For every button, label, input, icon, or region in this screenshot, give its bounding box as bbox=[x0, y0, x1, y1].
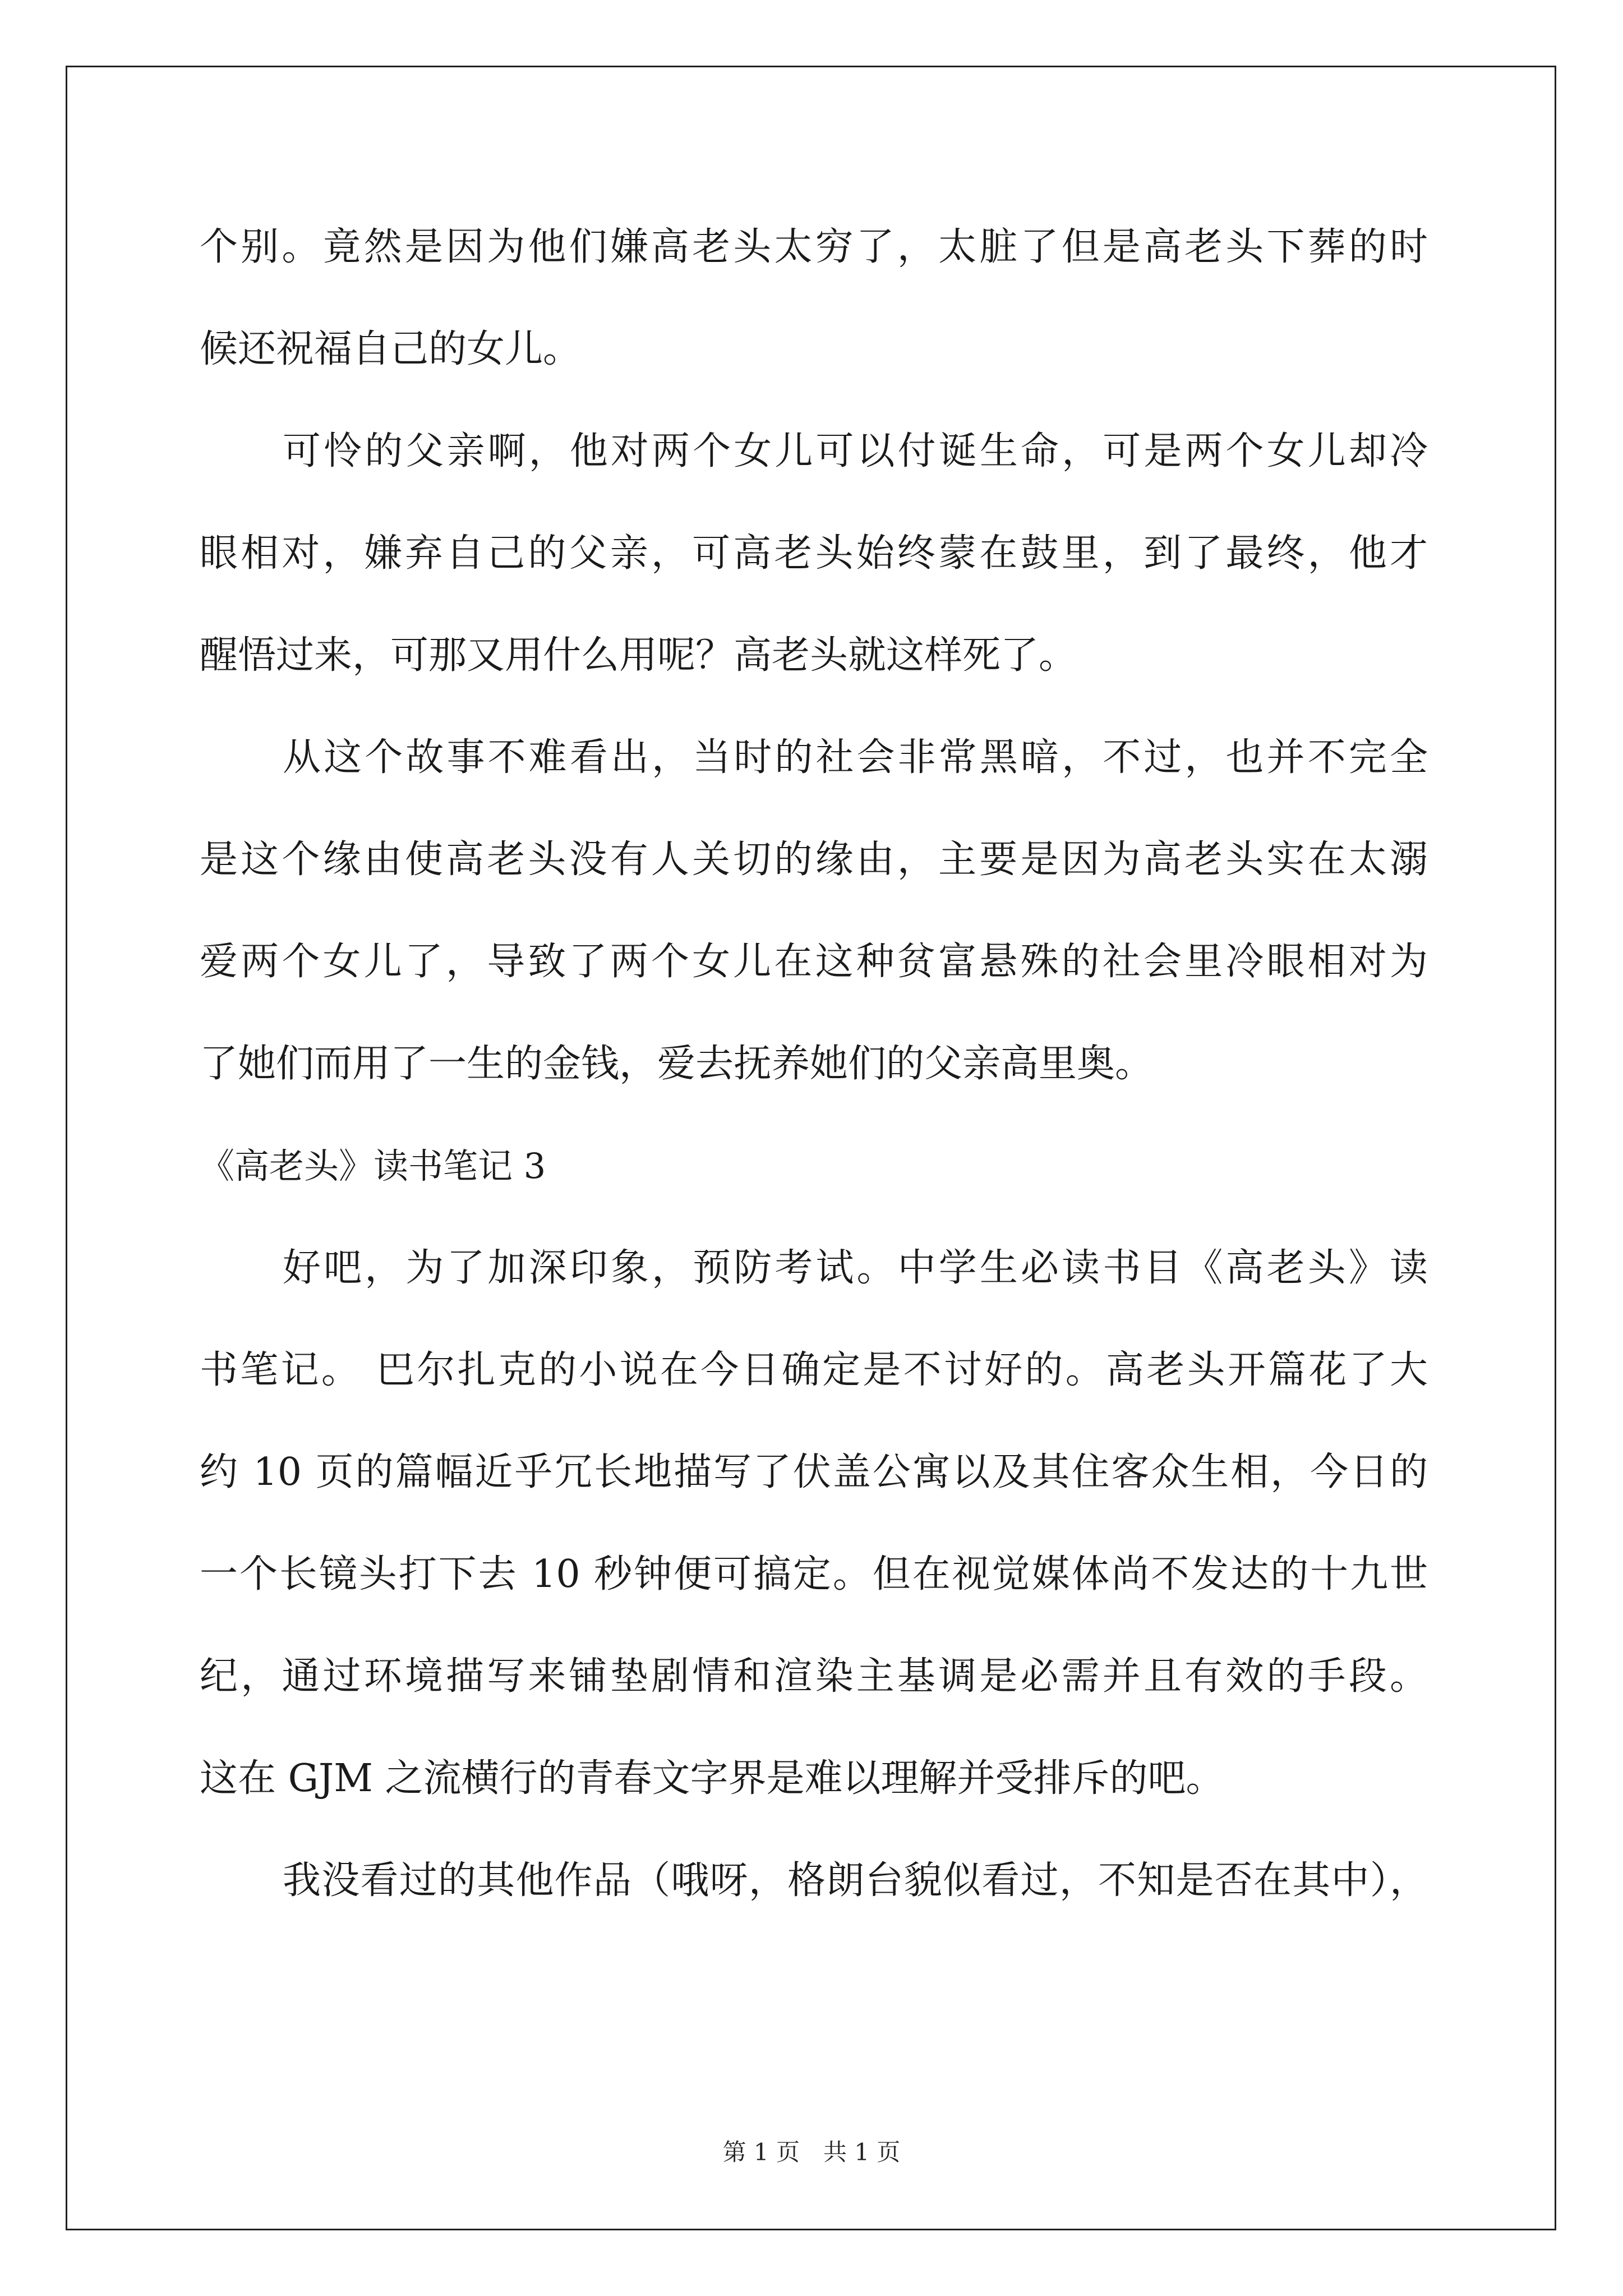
document-body bbox=[200, 196, 1428, 1932]
text-line: 可怜的父亲啊，他对两个女儿可以付诞生命，可是两个女儿却冷 bbox=[283, 429, 1428, 473]
text-line: 爱两个女儿了，导致了两个女儿在这种贫富悬殊的社会里冷眼相对为 bbox=[200, 940, 1428, 984]
page-footer: 第 1 页 共 1 页 bbox=[722, 2138, 901, 2166]
text-line: 眼相对，嫌弃自己的父亲，可高老头始终蒙在鼓里，到了最终，他才 bbox=[200, 531, 1428, 576]
text-line: 是这个缘由使高老头没有人关切的缘由，主要是因为高老头实在太溺 bbox=[200, 838, 1428, 882]
text-line: 我没看过的其他作品（哦呀，格朗台貌似看过，不知是否在其中）， bbox=[283, 1858, 1428, 1903]
text-line: 约 10 页的篇幅近乎冗长地描写了伏盖公寓以及其住客众生相，今日的 bbox=[200, 1450, 1428, 1494]
text-line: 纪，通过环境描写来铺垫剧情和渲染主基调是必需并且有效的手段。 bbox=[200, 1654, 1428, 1699]
text-line: 这在 GJM 之流横行的青春文字界是难以理解并受排斥的吧。 bbox=[200, 1756, 1224, 1801]
text-line: 候还祝福自己的女儿。 bbox=[200, 327, 582, 371]
text-line: 书笔记。 巴尔扎克的小说在今日确定是不讨好的。高老头开篇花了大 bbox=[200, 1348, 1428, 1392]
text-line: 了她们而用了一生的金钱，爱去抚养她们的父亲高里奥。 bbox=[200, 1042, 1154, 1086]
text-line: 一个长镜头打下去 10 秒钟便可搞定。但在视觉媒体尚不发达的十九世 bbox=[200, 1552, 1428, 1596]
section-heading: 《高老头》读书笔记 3 bbox=[200, 1145, 546, 1186]
text-line: 好吧，为了加深印象，预防考试。中学生必读书目《高老头》读 bbox=[283, 1246, 1428, 1290]
text-line: 醒悟过来，可那又用什么用呢？高老头就这样死了。 bbox=[200, 633, 1077, 678]
text-line: 个别。竟然是因为他们嫌高老头太穷了，太脏了但是高老头下葬的时 bbox=[200, 225, 1428, 269]
text-line: 从这个故事不难看出，当时的社会非常黑暗，不过，也并不完全 bbox=[283, 735, 1428, 780]
